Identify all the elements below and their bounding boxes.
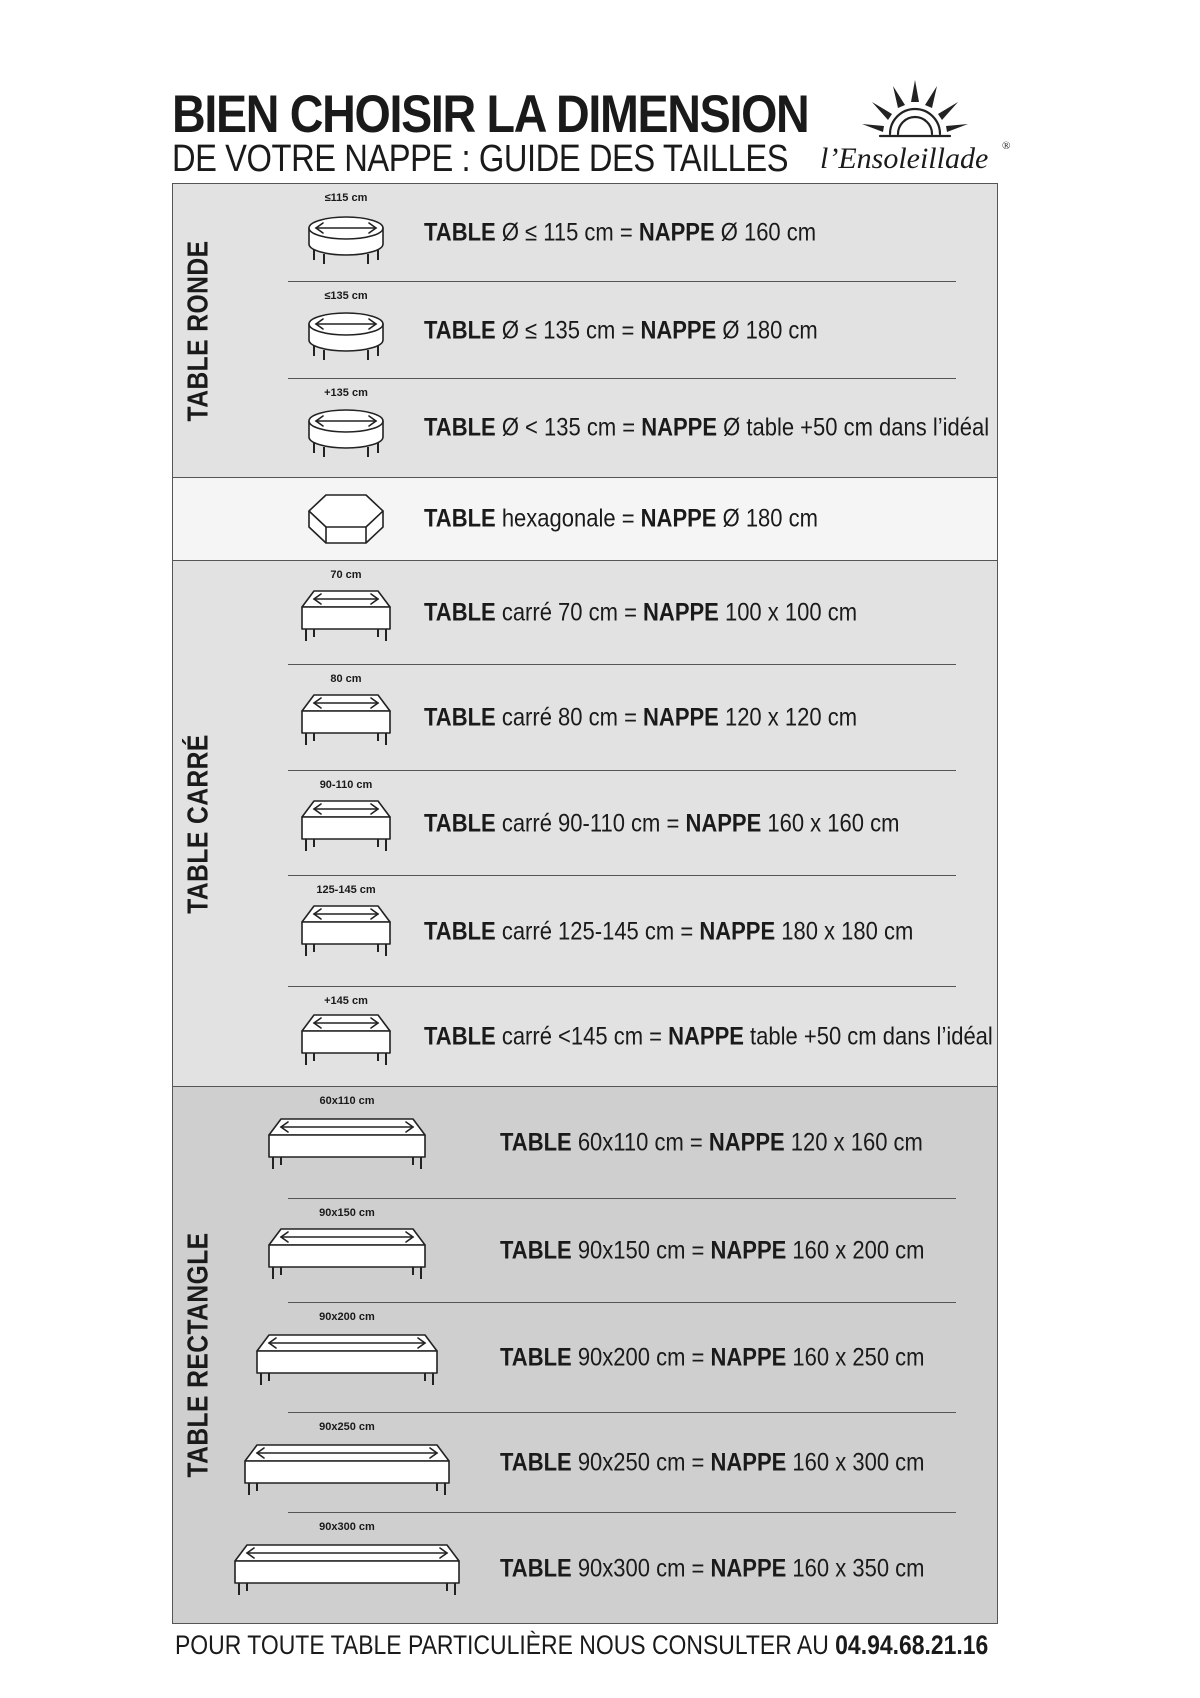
table-size: carré 125-145 cm = — [495, 917, 700, 945]
section-table-carre — [173, 561, 997, 1086]
round-table-icon — [306, 212, 386, 269]
keyword-table: TABLE — [500, 1236, 572, 1265]
table-size: 90x250 cm = — [571, 1448, 711, 1477]
table-dimension-label: +135 cm — [324, 387, 368, 399]
table-dimension-label: 90x300 cm — [319, 1521, 375, 1533]
size-row — [173, 282, 997, 379]
section-table-rectangle — [173, 1086, 997, 1623]
size-row — [173, 876, 997, 987]
tablecloth-size: Ø 160 cm — [714, 218, 817, 247]
brand-logo — [820, 78, 1020, 178]
keyword-table: TABLE — [424, 504, 496, 533]
size-rule-text — [500, 1554, 925, 1583]
tablecloth-size: 160 x 350 cm — [786, 1554, 925, 1582]
table-size: Ø ≤ 135 cm = — [495, 316, 641, 344]
square-table-icon — [300, 1009, 392, 1074]
brand-name: l’Ensoleillade — [820, 142, 989, 175]
size-rule-text — [424, 1022, 993, 1051]
size-rule-text — [424, 704, 857, 733]
table-size: carré 80 cm = — [495, 703, 644, 732]
page-title: BIEN CHOISIR LA DIMENSION — [172, 85, 809, 144]
keyword-nappe: NAPPE — [640, 316, 717, 344]
rectangular-table-icon — [243, 1439, 451, 1504]
round-table-icon — [306, 405, 386, 462]
table-size: Ø ≤ 115 cm = — [495, 218, 639, 247]
size-row — [173, 561, 997, 665]
keyword-nappe: NAPPE — [668, 1022, 744, 1050]
tablecloth-size: 120 x 160 cm — [784, 1128, 923, 1157]
tablecloth-size: 160 x 160 cm — [761, 809, 900, 837]
tablecloth-size: Ø 180 cm — [716, 504, 818, 533]
tablecloth-size: 160 x 300 cm — [786, 1448, 925, 1477]
keyword-nappe: NAPPE — [685, 809, 762, 837]
size-rule-text — [500, 1449, 925, 1478]
size-row — [173, 1199, 997, 1303]
footer-contact — [175, 1630, 988, 1661]
keyword-table: TABLE — [424, 316, 496, 344]
tablecloth-size: 180 x 180 cm — [775, 917, 914, 945]
table-dimension-label: 70 cm — [330, 569, 362, 581]
size-rule-text — [424, 917, 913, 946]
keyword-table: TABLE — [424, 1022, 496, 1050]
rectangular-table-icon — [267, 1223, 427, 1288]
table-size: carré <145 cm = — [495, 1022, 669, 1050]
keyword-nappe: NAPPE — [640, 504, 717, 533]
section-table-ronde — [173, 184, 997, 477]
size-rule-text — [500, 1344, 925, 1373]
size-row — [173, 987, 997, 1086]
square-table-icon — [300, 900, 392, 965]
rectangular-table-icon — [255, 1329, 439, 1394]
size-guide — [172, 183, 998, 1624]
sun-logo-icon — [860, 78, 970, 142]
size-rule-text — [424, 414, 989, 443]
keyword-nappe: NAPPE — [699, 917, 776, 945]
table-dimension-label: 90-110 cm — [319, 779, 373, 791]
table-dimension-label: 80 cm — [330, 673, 362, 685]
section-label: TABLE RECTANGLE — [182, 1232, 215, 1478]
rectangular-table-icon — [233, 1539, 461, 1604]
section-table-hexagonale — [173, 477, 997, 561]
keyword-nappe: NAPPE — [643, 703, 719, 732]
table-dimension-label: 60x110 cm — [319, 1095, 375, 1107]
hexagonal-table-icon — [306, 489, 386, 554]
size-rule-text — [500, 1129, 923, 1158]
size-row — [173, 478, 997, 560]
keyword-table: TABLE — [424, 598, 496, 627]
size-row — [173, 1087, 997, 1199]
keyword-nappe: NAPPE — [710, 1236, 787, 1265]
tablecloth-size: Ø table +50 cm dans l’idéal — [717, 413, 990, 442]
size-rule-text — [424, 505, 818, 534]
keyword-nappe: NAPPE — [643, 598, 719, 627]
size-row — [173, 184, 997, 282]
size-row — [173, 665, 997, 771]
table-dimension-label: ≤115 cm — [324, 192, 368, 204]
keyword-nappe: NAPPE — [710, 1448, 787, 1477]
section-label: TABLE CARRÉ — [182, 733, 215, 914]
table-dimension-label: 90x150 cm — [319, 1207, 375, 1219]
tablecloth-size: 160 x 200 cm — [786, 1236, 925, 1265]
table-dimension-label: 125-145 cm — [316, 884, 376, 896]
registered-mark: ® — [1002, 140, 1011, 152]
size-rule-text — [424, 219, 816, 248]
tablecloth-size: Ø 180 cm — [716, 316, 818, 344]
size-rule-text — [500, 1237, 925, 1266]
table-dimension-label: 90x250 cm — [319, 1421, 375, 1433]
table-size: 90x300 cm = — [571, 1554, 711, 1582]
size-row — [173, 379, 997, 477]
keyword-nappe: NAPPE — [641, 413, 718, 442]
square-table-icon — [300, 585, 392, 650]
footer-text: POUR TOUTE TABLE PARTICULIÈRE NOUS CONSULTER AU — [175, 1630, 836, 1660]
table-size: carré 70 cm = — [495, 598, 644, 627]
size-rule-text — [424, 809, 899, 838]
size-rule-text — [424, 599, 857, 628]
rectangular-table-icon — [267, 1113, 427, 1178]
table-size: 90x200 cm = — [571, 1343, 711, 1372]
page-subtitle: DE VOTRE NAPPE : GUIDE DES TAILLES — [172, 138, 789, 180]
keyword-table: TABLE — [424, 703, 496, 732]
table-dimension-label: 90x200 cm — [319, 1311, 375, 1323]
size-row — [173, 1413, 997, 1513]
size-row — [173, 1303, 997, 1413]
tablecloth-size: 100 x 100 cm — [718, 598, 858, 627]
tablecloth-size: 120 x 120 cm — [718, 703, 858, 732]
keyword-table: TABLE — [500, 1448, 572, 1477]
keyword-nappe: NAPPE — [708, 1128, 785, 1157]
keyword-nappe: NAPPE — [710, 1554, 787, 1582]
phone-number: 04.94.68.21.16 — [835, 1630, 989, 1660]
table-size: hexagonale = — [495, 504, 641, 533]
size-row — [173, 771, 997, 876]
keyword-table: TABLE — [500, 1343, 572, 1372]
size-row — [173, 1513, 997, 1624]
keyword-table: TABLE — [500, 1554, 572, 1582]
keyword-nappe: NAPPE — [638, 218, 715, 247]
table-size: 60x110 cm = — [571, 1128, 709, 1157]
table-size: 90x150 cm = — [571, 1236, 711, 1265]
table-size: carré 90-110 cm = — [495, 809, 686, 837]
keyword-table: TABLE — [424, 413, 496, 442]
table-dimension-label: +145 cm — [324, 995, 368, 1007]
square-table-icon — [300, 795, 392, 860]
keyword-table: TABLE — [500, 1128, 572, 1157]
table-size: Ø < 135 cm = — [495, 413, 642, 442]
keyword-nappe: NAPPE — [710, 1343, 787, 1372]
tablecloth-size: 160 x 250 cm — [786, 1343, 925, 1372]
keyword-table: TABLE — [424, 218, 496, 247]
keyword-table: TABLE — [424, 809, 496, 837]
table-dimension-label: ≤135 cm — [324, 290, 368, 302]
round-table-icon — [306, 308, 386, 365]
keyword-table: TABLE — [424, 917, 496, 945]
size-rule-text — [424, 316, 818, 345]
square-table-icon — [300, 689, 392, 754]
tablecloth-size: table +50 cm dans l’idéal — [743, 1022, 993, 1050]
section-label: TABLE RONDE — [182, 240, 215, 421]
